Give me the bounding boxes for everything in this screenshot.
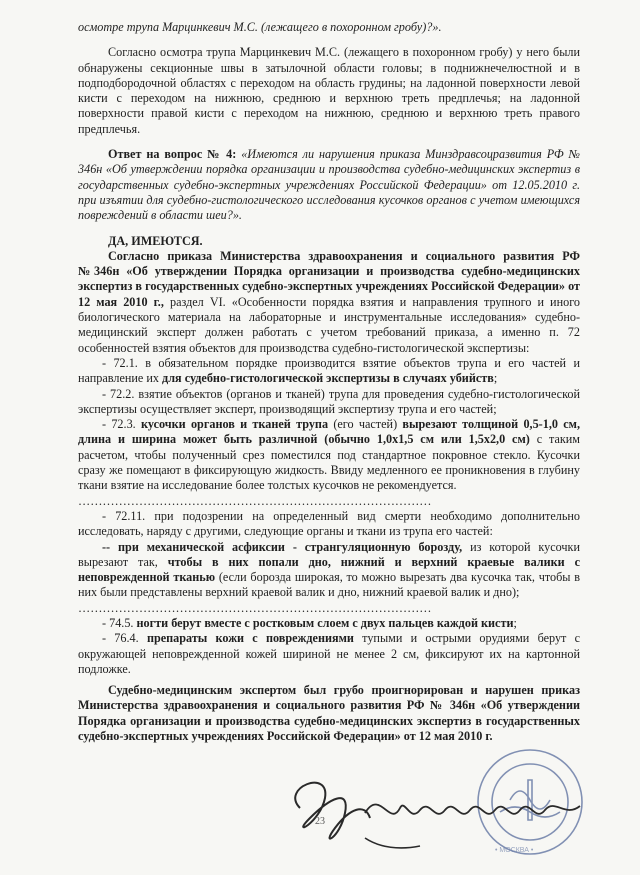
item-72-3-num: - 72.3. xyxy=(102,417,136,432)
order-rest: раздел VI. «Особенности порядка взятия и направления трупного и иного биологического материала на лабораторные и инструментальные исследования» судебно-медицинский эксперт должен работать с учетом требований приказа, а именно п. 72 особенностей взятия объектов для производства судебно-гистологической экспертизы: xyxy=(78,294,580,355)
answer-heading xyxy=(78,234,580,249)
item-72-3-bold-b: вырезают толщиной 0,5-1,0 см, длина и ширина может быть различной (обычно 1,0х1,5 см или 1,5х2,0 см) xyxy=(78,417,581,447)
item-72-2: - 72.2. взятие объектов (органов и тканей) трупа для проведения судебно-гистологической экспертизы осуществляет эксперт, производящий экспертизу трупа и его частей; xyxy=(78,386,580,416)
item-76-4 xyxy=(78,631,580,677)
item-74-5-end: ; xyxy=(513,615,517,630)
order-title: Согласно приказа Министерства здравоохранения и социального развития РФ №346н «Об утверждении Порядка организации и производства судебно-медицинских экспертиз в государственных судебно-экспертных учреждениях Российской Федерации» от 12 мая 2010 г., xyxy=(78,248,580,309)
svg-text:• МОСКВА •: • МОСКВА • xyxy=(495,847,534,854)
inspection-paragraph: Согласно осмотра трупа Марцинкевич М.С. (лежащего в похоронном гробу) у него были обнаружены секционные швы в затылочной области головы; в поднижнечелюстной и в подподбородочной областях с переходом на область грудины; на ладонной поверхности левой кисти с переходом на нижнюю, среднюю и верхнюю треть предплечья; на ладонной поверхности правой кисти с переходом на нижнюю, среднюю и верхнюю треть правого предплечья. xyxy=(78,45,580,136)
answer-text: ДА, ИМЕЮТСЯ. xyxy=(108,233,203,248)
item-76-4-bold: препараты кожи с повреждениями xyxy=(146,631,354,646)
item-72-1-end: ; xyxy=(493,371,498,386)
item-72-1-text: - 72.1. в обязательном порядке производится взятие объектов трупа и его частей и направление их xyxy=(78,355,580,386)
item-72-3 xyxy=(78,417,580,493)
item-72-3-rest: с таким расчетом, чтобы полученный срез поместился под стандартное покровное стекло. Кусочки сразу же помещают в фиксирующую жидкость. Ввиду медленного ее проникновения в глубину ткани взятие на исследование более толстых кусочков не рекомендуется. xyxy=(78,432,581,493)
question-4-label: Ответ на вопрос № 4: xyxy=(108,147,237,162)
final-conclusion-text: Судебно-медицинским экспертом был грубо проигнорирован и нарушен приказ Министерства здравоохранения и социального развития РФ № 346н «Об утверждении Порядка организации и производства судебно-медицинских экспертиз в государственных судебно-экспертных учреждениях Российской Федерации» от 12 мая 2010 г. xyxy=(78,683,580,744)
item-74-5-bold: ногти берут вместе с ростковым слоем с двух пальцев каждой кисти xyxy=(136,615,514,630)
item-74-5 xyxy=(78,616,580,631)
final-conclusion xyxy=(78,683,580,744)
asphyxia-text-b: (если борозда широкая, то можно вырезать два кусочка так, чтобы в них были представлены верхний краевой валик и дно, нижний краевой валик и дно); xyxy=(78,570,580,600)
item-76-4-rest: тупыми и острыми орудиями берут с окружающей неповрежденной кожей шириной не менее 2 см, фиксируют их на картонной подложке. xyxy=(78,631,581,676)
item-72-1-bold: для судебно-гистологической экспертизы в случаях убийств xyxy=(162,371,494,386)
page-number: 23 xyxy=(315,816,325,827)
item-72-11: - 72.11. при подозрении на определенный вид смерти необходимо дополнительно исследовать, наряду с другими, следующие органы и ткани из трупа его частей: xyxy=(78,508,580,539)
item-asphyxia xyxy=(78,540,580,601)
item-74-5-num: - 74.5. xyxy=(102,615,134,630)
item-72-3-paren: (его частей) xyxy=(333,417,398,432)
order-paragraph xyxy=(78,249,580,356)
asphyxia-bold-a: -- при механической асфиксии - странгуляционную борозду, xyxy=(102,539,463,554)
top-quote: осмотре трупа Марцинкевич М.С. (лежащего в похоронном гробу)?». xyxy=(78,20,442,34)
asphyxia-text-a: из которой кусочки вырезают так, xyxy=(78,539,580,569)
signature xyxy=(270,768,600,858)
question-4 xyxy=(78,147,580,223)
asphyxia-bold-b: чтобы в них попали дно, нижний и верхний краевые валики с неповрежденной тканью xyxy=(78,554,580,585)
ellipsis-separator-2: …………………………………………………………………………… xyxy=(78,600,432,615)
item-72-1 xyxy=(78,356,580,387)
question-4-text: «Имеются ли нарушения приказа Минздравсоцразвития РФ № 346н «Об утверждении порядка организации и производства судебно-медицинских экспертиз в государственных судебно-экспертных учреждениях Российской Федерации» от 12.05.2010 г. при изъятии для судебно-гистологического исследования кусочков органов с учетом имеющихся повреждений в области шеи?». xyxy=(78,147,581,223)
item-72-3-bold-a: кусочки органов и тканей трупа xyxy=(141,417,329,432)
ellipsis-separator: …………………………………………………………………………… xyxy=(78,493,432,508)
item-76-4-num: - 76.4. xyxy=(102,631,139,646)
